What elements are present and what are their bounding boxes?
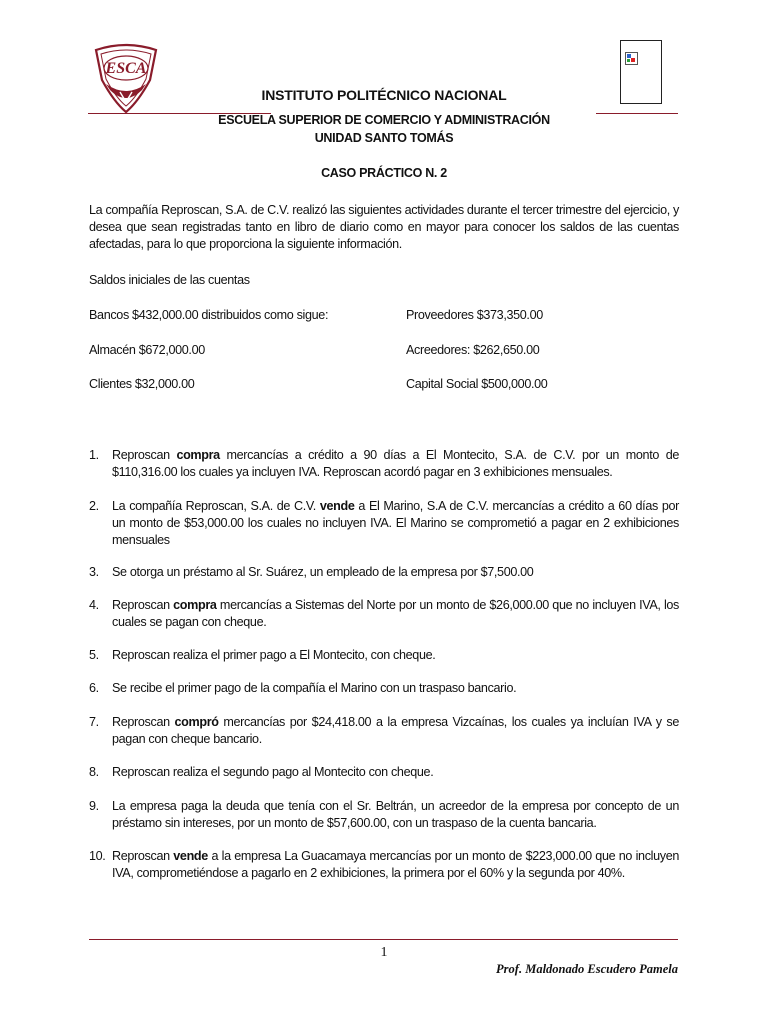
balance-acreedores: Acreedores: $262,650.00 [406, 343, 540, 357]
item-number: 6. [89, 681, 99, 695]
item-text-rest: a la empresa La Guacamaya mercancías por un monto de $223,000.00 que no incluyen IVA, comprometiéndose a pagarlo en 2 exhibiciones, la primera por el 60% y la segunda por 40%. [112, 849, 680, 880]
item-text: La empresa paga la deuda que tenía con el Sr. Beltrán, un acreedor de la empresa por concepto de un préstamo sin intereses, por un monto de $57,600.00, con un traspaso de la cuenta bancaria. [112, 799, 679, 830]
list-item [89, 848, 679, 882]
item-keyword: vende [319, 499, 355, 513]
page-number: 1 [380, 945, 388, 960]
list-item [89, 498, 679, 549]
activity-list [89, 447, 679, 882]
item-text-rest: mercancías a crédito a 90 días a El Montecito, S.A. de C.V. por un monto de $110,316.00 los cuales ya incluyen IVA. Reproscan acordó pagar en 3 exhibiciones mensuales. [112, 448, 679, 479]
item-text-rest: mercancías a Sistemas del Norte por un monto de $26,000.00 que no incluyen IVA, los cuales se pagan con cheque. [112, 598, 679, 629]
balance-proveedores: Proveedores $373,350.00 [406, 308, 543, 322]
item-number: 7. [89, 715, 99, 729]
item-keyword: compró [174, 715, 219, 729]
item-number: 10. [89, 849, 106, 863]
item-keyword: compra [173, 598, 217, 612]
balance-capital-social: Capital Social $500,000.00 [406, 377, 548, 391]
balance-almacen: Almacén $672,000.00 [89, 343, 205, 357]
item-text: La compañía Reproscan, S.A. de C.V. [112, 499, 320, 513]
item-text: Reproscan [112, 448, 177, 462]
case-title: CASO PRÁCTICO N. 2 [321, 166, 447, 180]
footer-divider [89, 939, 678, 940]
item-number: 5. [89, 648, 99, 662]
balances-title: Saldos iniciales de las cuentas [89, 273, 250, 287]
item-number: 1. [89, 448, 99, 462]
item-number: 8. [89, 765, 99, 779]
item-text: Reproscan [112, 849, 174, 863]
item-number: 4. [89, 598, 99, 612]
list-item [89, 647, 679, 664]
item-text: Reproscan realiza el segundo pago al Montecito con cheque. [112, 765, 434, 779]
item-keyword: vende [173, 849, 208, 863]
balance-bancos: Bancos $432,000.00 distribuidos como sigue: [89, 308, 329, 322]
list-item [89, 714, 679, 748]
esca-logo-icon [92, 42, 160, 114]
broken-image-icon [625, 52, 638, 65]
item-text-rest: mercancías por $24,418.00 a la empresa Vizcaínas, los cuales ya incluían IVA y se pagan con cheque bancario. [112, 715, 680, 746]
item-text: Reproscan [112, 715, 175, 729]
list-item [89, 597, 679, 631]
item-text: Reproscan realiza el primer pago a El Montecito, con cheque. [112, 648, 436, 662]
item-keyword: compra [176, 448, 220, 462]
logo-text: ESCA [105, 60, 147, 77]
item-text: Se otorga un préstamo al Sr. Suárez, un empleado de la empresa por $7,500.00 [112, 565, 534, 579]
list-item [89, 764, 679, 781]
list-item [89, 798, 679, 832]
item-number: 9. [89, 799, 99, 813]
balance-clientes: Clientes $32,000.00 [89, 377, 195, 391]
author-signature: Prof. Maldonado Escudero Pamela [496, 962, 678, 976]
item-text: Reproscan [112, 598, 174, 612]
list-item [89, 564, 679, 581]
institute-title: INSTITUTO POLITÉCNICO NACIONAL [261, 87, 507, 103]
school-title: ESCUELA SUPERIOR DE COMERCIO Y ADMINISTRACIÓN [218, 113, 550, 127]
item-text: Se recibe el primer pago de la compañía el Marino con un traspaso bancario. [112, 681, 517, 695]
list-item [89, 680, 679, 697]
item-text-rest: a El Marino, S.A de C.V. mercancías a crédito a 60 días por un monto de $53,000.00 los cuales no incluyen IVA. El Marino se comprometió a pagar en 2 exhibiciones mensuales [112, 499, 679, 547]
intro-paragraph: La compañía Reproscan, S.A. de C.V. realizó las siguientes actividades durante el tercer trimestre del ejercicio, y desea que sean registradas tanto en libro de diario como en mayor para conocer los saldos de las cuentas afectadas, para lo que proporciona la siguiente información. [89, 203, 679, 251]
item-number: 2. [89, 499, 99, 513]
item-number: 3. [89, 565, 99, 579]
unit-title: UNIDAD SANTO TOMÁS [314, 131, 454, 145]
list-item [89, 447, 679, 481]
